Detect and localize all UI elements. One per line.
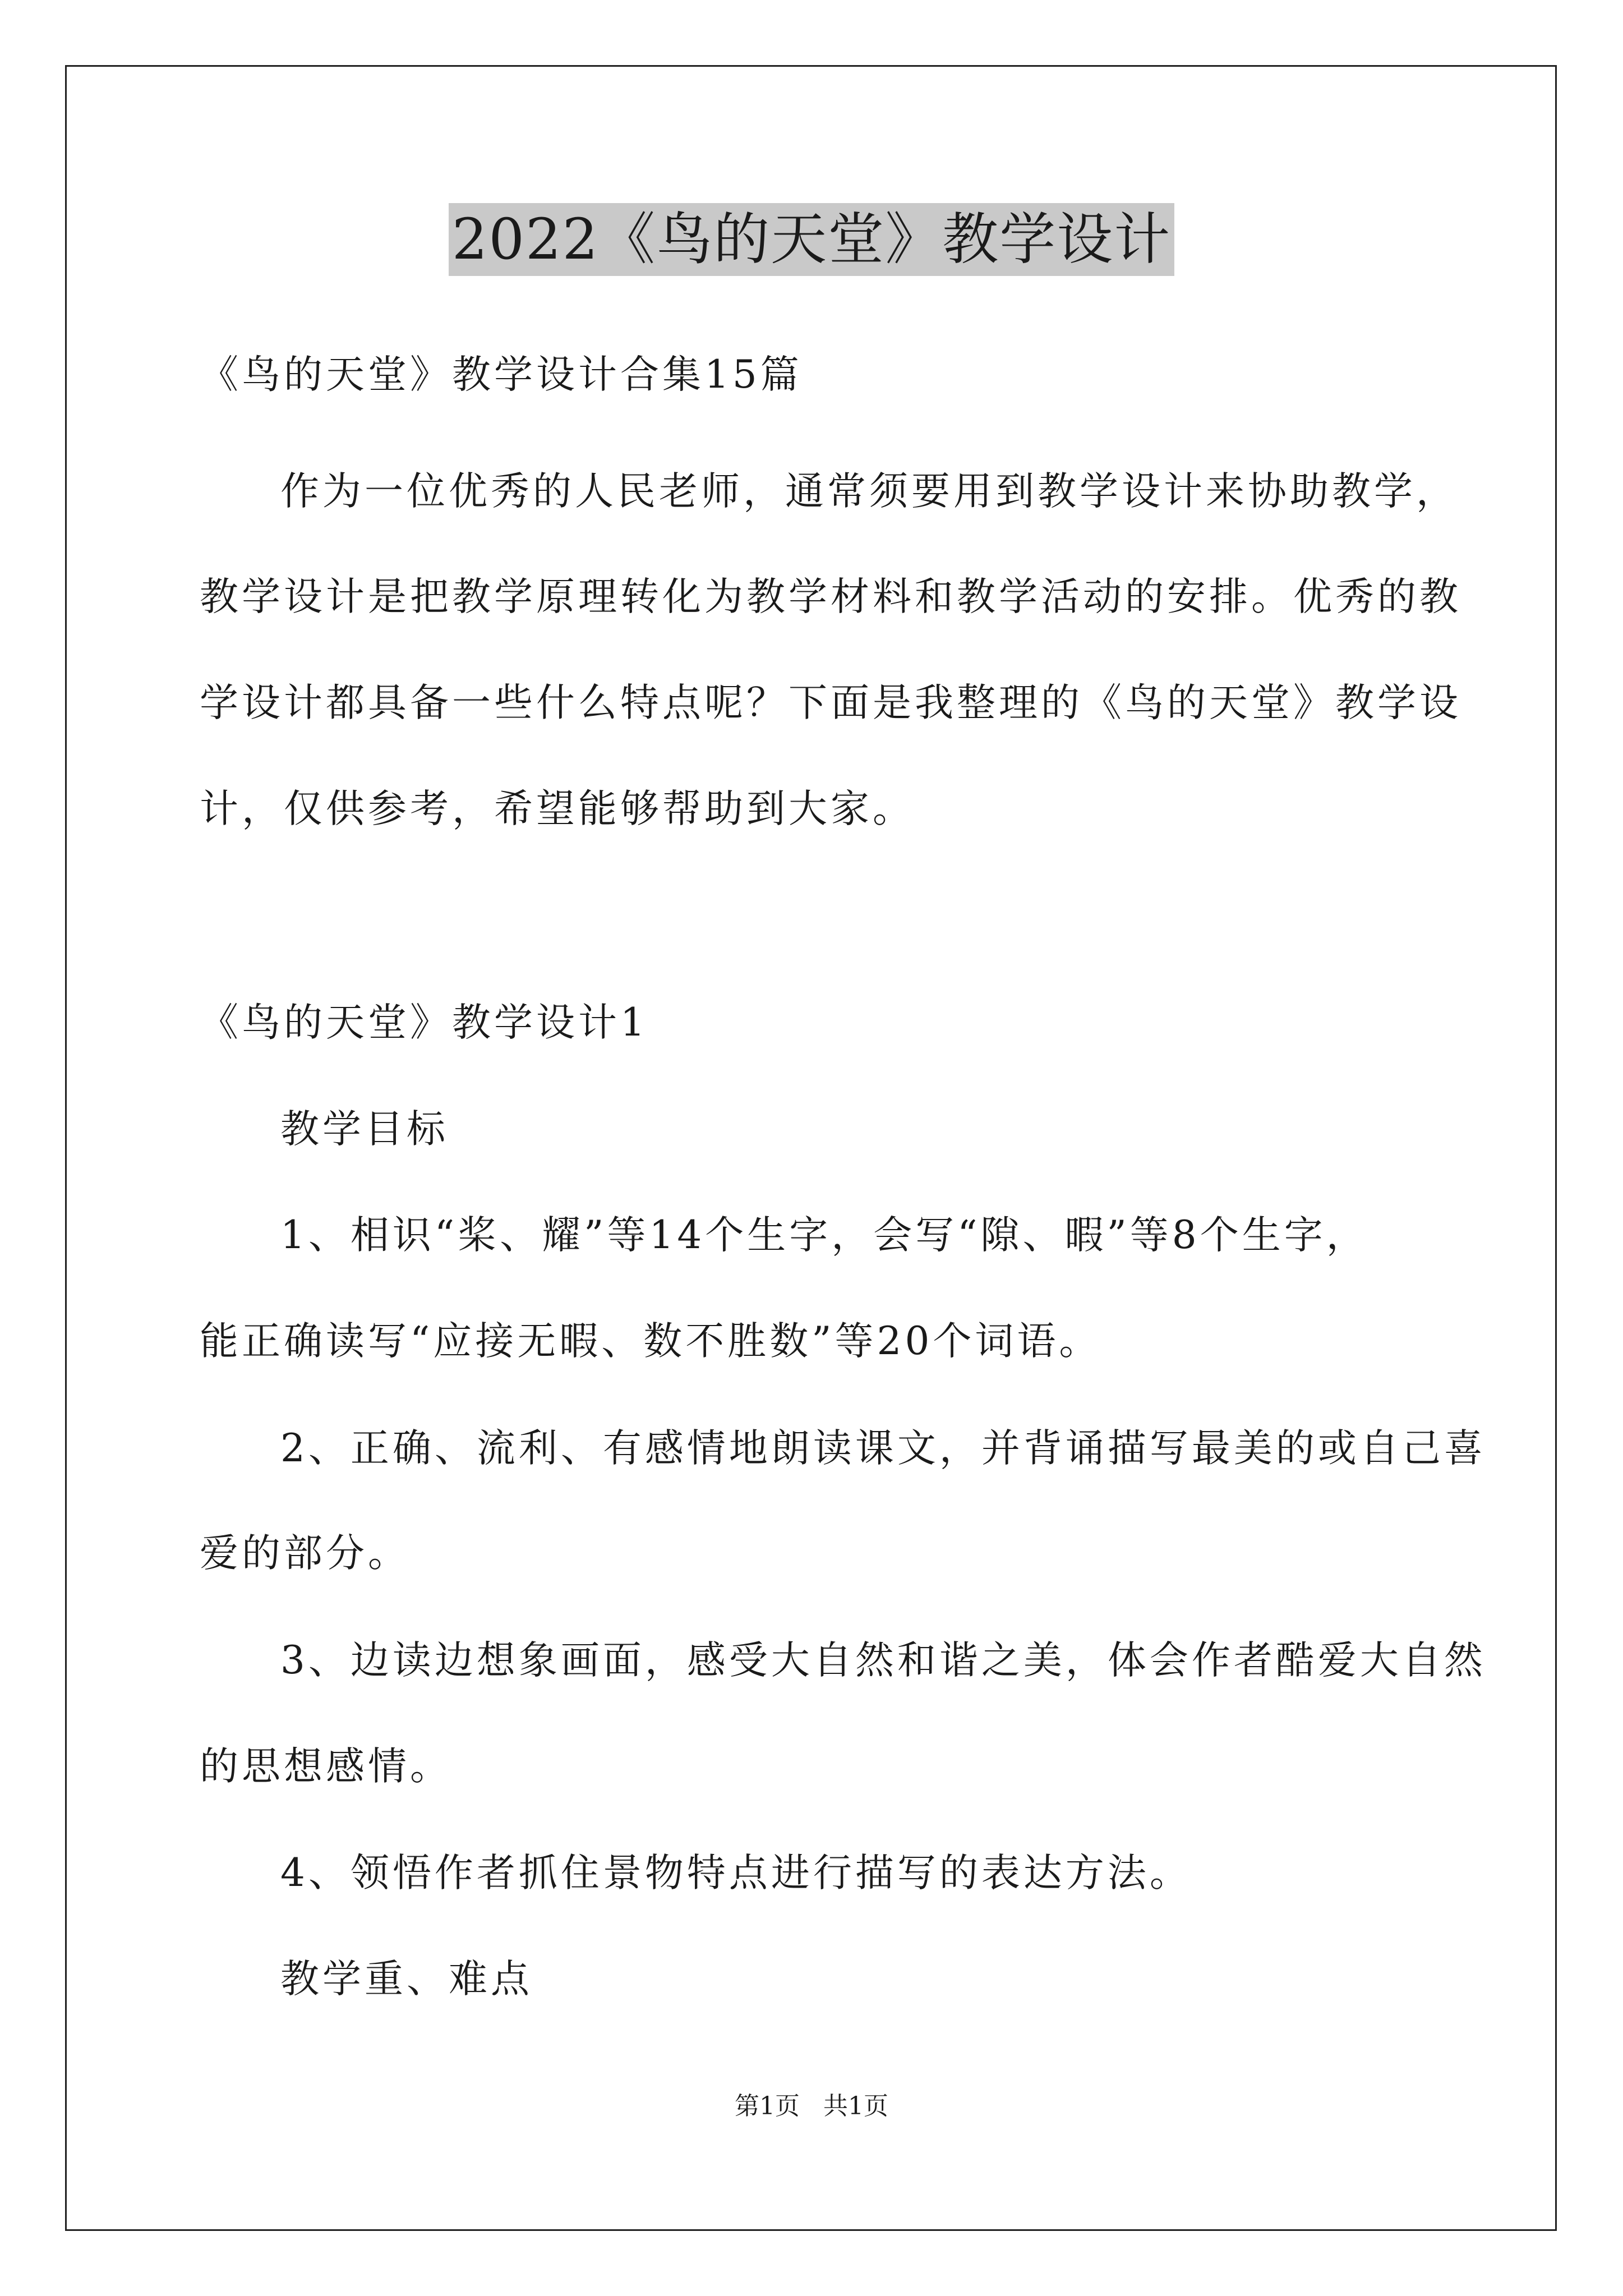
page-footer: 第1页 共1页 <box>735 2092 888 2120</box>
goal-line-1: 1、相识“桨、耀”等14个生字，会写“隙、暇”等8个生字， <box>280 1213 1368 1258</box>
intro-line-2: 教学设计是把教学原理转化为教学材料和教学活动的安排。优秀的教 <box>200 574 1461 619</box>
goal-line-5: 3、边读边想象画面，感受大自然和谐之美，体会作者酷爱大自然 <box>280 1638 1486 1683</box>
goal-line-3: 2、正确、流利、有感情地朗读课文，并背诵描写最美的或自己喜 <box>280 1426 1486 1471</box>
collection-heading: 《鸟的天堂》教学设计合集15篇 <box>200 352 803 397</box>
goal-line-6: 的思想感情。 <box>200 1744 452 1789</box>
focus-heading: 教学重、难点 <box>280 1957 533 2001</box>
intro-line-4: 计，仅供参考，希望能够帮助到大家。 <box>200 786 915 831</box>
goals-heading: 教学目标 <box>280 1107 449 1152</box>
goal-line-2: 能正确读写“应接无暇、数不胜数”等20个词语。 <box>200 1319 1101 1364</box>
section-heading: 《鸟的天堂》教学设计1 <box>200 1000 648 1045</box>
goal-line-7: 4、领悟作者抓住景物特点进行描写的表达方法。 <box>280 1851 1192 1895</box>
goal-line-4: 爱的部分。 <box>200 1531 410 1576</box>
intro-line-1: 作为一位优秀的人民老师，通常须要用到教学设计来协助教学， <box>280 469 1458 514</box>
title-wrap <box>0 203 1623 276</box>
document-title: 2022《鸟的天堂》教学设计 <box>449 203 1175 276</box>
intro-line-3: 学设计都具备一些什么特点呢？下面是我整理的《鸟的天堂》教学设 <box>200 680 1461 725</box>
